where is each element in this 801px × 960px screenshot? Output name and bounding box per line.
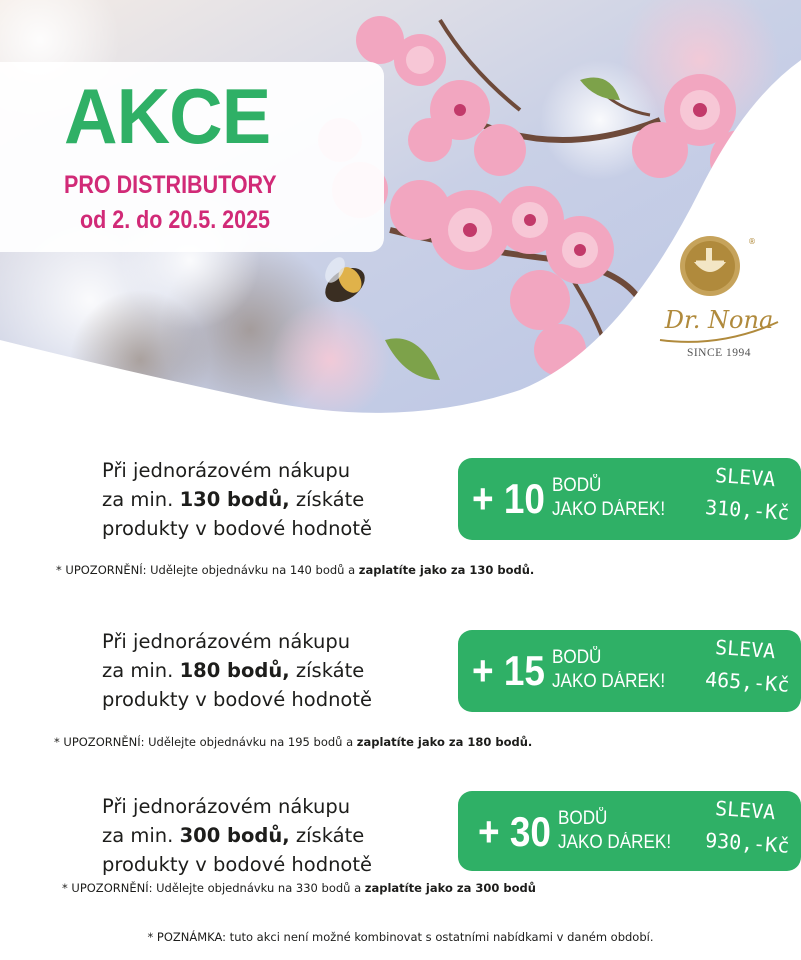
offer-line2: za min. 180 bodů, získáte — [102, 659, 365, 682]
offer-badge — [458, 791, 801, 871]
brand-since: SINCE 1994 — [686, 347, 752, 359]
offer-line1: Při jednorázovém nákupu — [102, 795, 351, 818]
discount-label: SLEVA — [714, 463, 777, 492]
footnote: * POZNÁMKA: tuto akci není možné kombinovat s ostatními nabídkami v daném období. — [147, 930, 654, 944]
badge-points: + 30 — [478, 808, 551, 855]
badge-unit: BODŮ — [552, 475, 602, 496]
offer-note: * UPOZORNĚNÍ: Udělejte objednávku na 330 bodů a zaplatíte jako za 300 bodů — [62, 881, 536, 895]
offer-line1: Při jednorázovém nákupu — [102, 459, 351, 482]
badge-points: + 10 — [472, 475, 545, 522]
badge-gift: JAKO DÁREK! — [552, 499, 666, 520]
badge-gift: JAKO DÁREK! — [558, 832, 672, 853]
offer-badge — [458, 458, 801, 540]
discount-value: 310,-Kč — [704, 495, 791, 525]
offer-line3: produkty v bodové hodnotě — [102, 853, 373, 876]
offer-line2: za min. 300 bodů, získáte — [102, 824, 365, 847]
discount-label: SLEVA — [714, 635, 777, 664]
discount-label: SLEVA — [714, 796, 777, 825]
badge-gift: JAKO DÁREK! — [552, 671, 666, 692]
badge-points: + 15 — [472, 647, 545, 694]
brand-name: Dr. Nona — [664, 306, 774, 334]
page-subtitle: PRO DISTRIBUTORY — [64, 171, 277, 199]
badge-unit: BODŮ — [558, 808, 608, 829]
offer-badge — [458, 630, 801, 712]
offer-line3: produkty v bodové hodnotě — [102, 688, 373, 711]
registered-mark: ® — [748, 237, 756, 246]
page-title: AKCE — [64, 72, 271, 160]
offer-text — [102, 792, 442, 879]
discount-value: 930,-Kč — [704, 828, 791, 858]
offer-line2: za min. 130 bodů, získáte — [102, 488, 365, 511]
offer-note: * UPOZORNĚNÍ: Udělejte objednávku na 140 bodů a zaplatíte jako za 130 bodů. — [56, 563, 535, 577]
offer-text — [102, 627, 442, 714]
offer-text — [102, 456, 442, 543]
offer-line1: Při jednorázovém nákupu — [102, 630, 351, 653]
offer-note: * UPOZORNĚNÍ: Udělejte objednávku na 195 bodů a zaplatíte jako za 180 bodů. — [54, 735, 533, 749]
discount-value: 465,-Kč — [704, 667, 791, 697]
promo-dates: od 2. do 20.5. 2025 — [80, 206, 271, 234]
badge-unit: BODŮ — [552, 647, 602, 668]
offer-line3: produkty v bodové hodnotě — [102, 517, 373, 540]
